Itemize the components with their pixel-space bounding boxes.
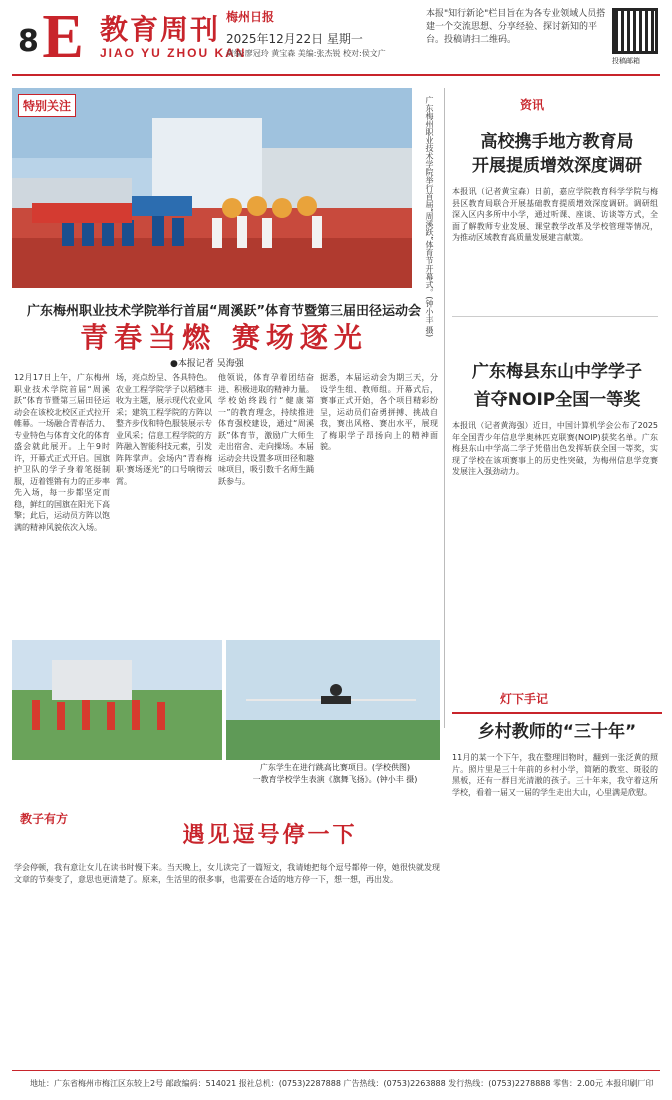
feature-body-col3: 他领说，体育孕着团结奋进、积极进取的精神力量。学校始终践行“健康第一”的教育理念，持续推进体育强校建设，通过“周溪跃”体育节，激励广大师生走出宿舍、走向操场。本届运动会共设置多项田径和趣味项目，吸引数千名师生踊跃参与。	[218, 373, 314, 486]
opening-ceremony-photo	[12, 88, 412, 288]
column-divider	[444, 88, 445, 728]
qr-label: 投稿邮箱	[612, 57, 640, 65]
feature-photo-caption: 广东梅州职业技术学院举行首届“周溪跃”体育节开幕式。(钟小丰 摄)	[425, 96, 434, 338]
footer-rule	[12, 1070, 660, 1071]
masthead-letter: E	[42, 3, 84, 71]
feature-body-col1: 12月17日上午，广东梅州职业技术学院首届“周溪跃”体育节暨第三届田径运动会在该校北校区正式拉开帷幕。一场融合青春活力、专业特色与体育文化的体育盛会就此展开。上午9时许，开幕式正式开启。国旗护卫队的学子身着笔挺制服，迈着铿锵有力的正步率先入场，每一步都坚定而稳，鲜红的国旗在阳光下高擎；此后，运动员方阵以饱满的精神风貌依次入场。	[14, 373, 110, 532]
feature-subheadline: 广东梅州职业技术学院举行首届“周溪跃”体育节暨第三届田径运动会	[26, 304, 422, 319]
news-divider	[452, 316, 658, 317]
photo-caption-jump: 广东学生在进行跳高比赛项目。(学校供图)	[259, 763, 411, 772]
page-number: 8	[18, 24, 39, 59]
feature-body-col4: 据悉，本届运动会为期三天，分设学生组、教师组。开幕式后，赛事正式开始，各个项目精彩纷呈，运动员们奋勇拼搏、挑战自我，赛出风格、赛出水平，展现了梅职学子昂扬向上的精神面貌。	[320, 373, 438, 451]
news-tag: 资讯	[520, 98, 545, 112]
feature-body-col2: 场，亮点纷呈、各具特色。农业工程学院学子以稻穗丰收为主题，展示现代农业风采；建筑工程学院的方阵以整齐步伐和特色服装展示专业风采；信息工程学院的方阵融入智能科技元素，引发阵阵掌声。会场内“青春梅职·赛场逐光”的口号响彻云霄。	[116, 373, 212, 486]
news1-body: 本报讯（记者黄宝森）日前，嘉应学院教育科学学院与梅县区教育局联合开展基础教育提质增效深度调研。调研组深入区内多所中小学，通过听课、座谈、访谈等方式，全面了解教师专业发展、课堂教学改革及学校管理等情况，为推动区域教育高质量发展建言献策。	[452, 187, 658, 242]
essay-tag: 教子有方	[20, 812, 69, 826]
news1-headline-line2: 开展提质增效深度调研	[472, 156, 642, 176]
news2-headline-line1: 广东梅县东山中学学子	[472, 362, 642, 382]
column-intro: 本报"知行新论"栏目旨在为各专业领域人员搭建一个交流思想、分享经验、探讨新知的平台。投稿请扫二维码。	[426, 9, 606, 45]
column-body: 11月的某一个下午，我在整理旧物时，翻到一张泛黄的照片。照片里是三十年前的乡村小学，简陋的教室、斑驳的黑板，还有一群目光清澈的孩子。三十年来，我守着这所学校，看着一届又一届的学生走出大山，心里满是欣慰。	[452, 753, 658, 797]
high-jump-photo	[226, 640, 440, 760]
news2-body: 本报讯（记者黄海强）近日，中国计算机学会公布了2025年全国青少年信息学奥林匹克联赛(NOIP)获奖名单。广东梅县东山中学高二学子凭借出色发挥斩获全国一等奖，实现了学校在该项赛事上的历史性突破，为梅州信息学竞赛发展注入强劲动力。	[452, 421, 658, 476]
column-headline: 乡村教师的“三十年”	[477, 722, 637, 742]
staff-credits: 责编:廖冠玲 黄宝森 美编:张杰锐 校对:侯文广	[226, 49, 386, 58]
photo-caption-dance: 一教育学校学生表演《旗舞飞扬》。(钟小丰 摄)	[252, 775, 418, 784]
column-rule	[452, 712, 662, 714]
masthead-rule	[12, 74, 660, 76]
qr-code-icon[interactable]	[612, 8, 658, 54]
news2-headline-line2: 首夺NOIP全国一等奖	[473, 390, 641, 410]
essay-body: 学会停顿，我有意让女儿在读书时慢下来。当天晚上，女儿读完了一篇短文，我请她把每个逗号都停一停，她很快就发现文章的节奏变了，意思也更清楚了。原来，生活里的很多事，也需要在合适的地方停一下，想一想，再出发。	[14, 863, 440, 884]
issue-date: 2025年12月22日 星期一	[226, 32, 363, 46]
essay-headline: 遇见逗号停一下	[182, 823, 358, 848]
news1-headline-line1: 高校携手地方教育局	[480, 132, 634, 152]
masthead-pinyin: JIAO YU ZHOU KAN	[100, 46, 247, 60]
column-tag: 灯下手记	[500, 692, 549, 706]
feature-tag: 特别关注	[18, 94, 76, 117]
footer-text: 地址：广东省梅州市梅江区东较上2号 邮政编码：514021 报社总机：(0753)2287888 广告热线：(0753)2263888 发行热线：(0753)2278888 零售：2.00元 本报印刷厂印	[30, 1079, 654, 1088]
flag-dance-photo	[12, 640, 222, 760]
feature-byline: ●本报记者 吴海强	[170, 359, 244, 369]
feature-headline: 青春当燃 赛场逐光	[80, 321, 368, 354]
paper-logo: 梅州日报	[226, 10, 275, 24]
masthead-title: 教育周刊	[100, 13, 221, 46]
